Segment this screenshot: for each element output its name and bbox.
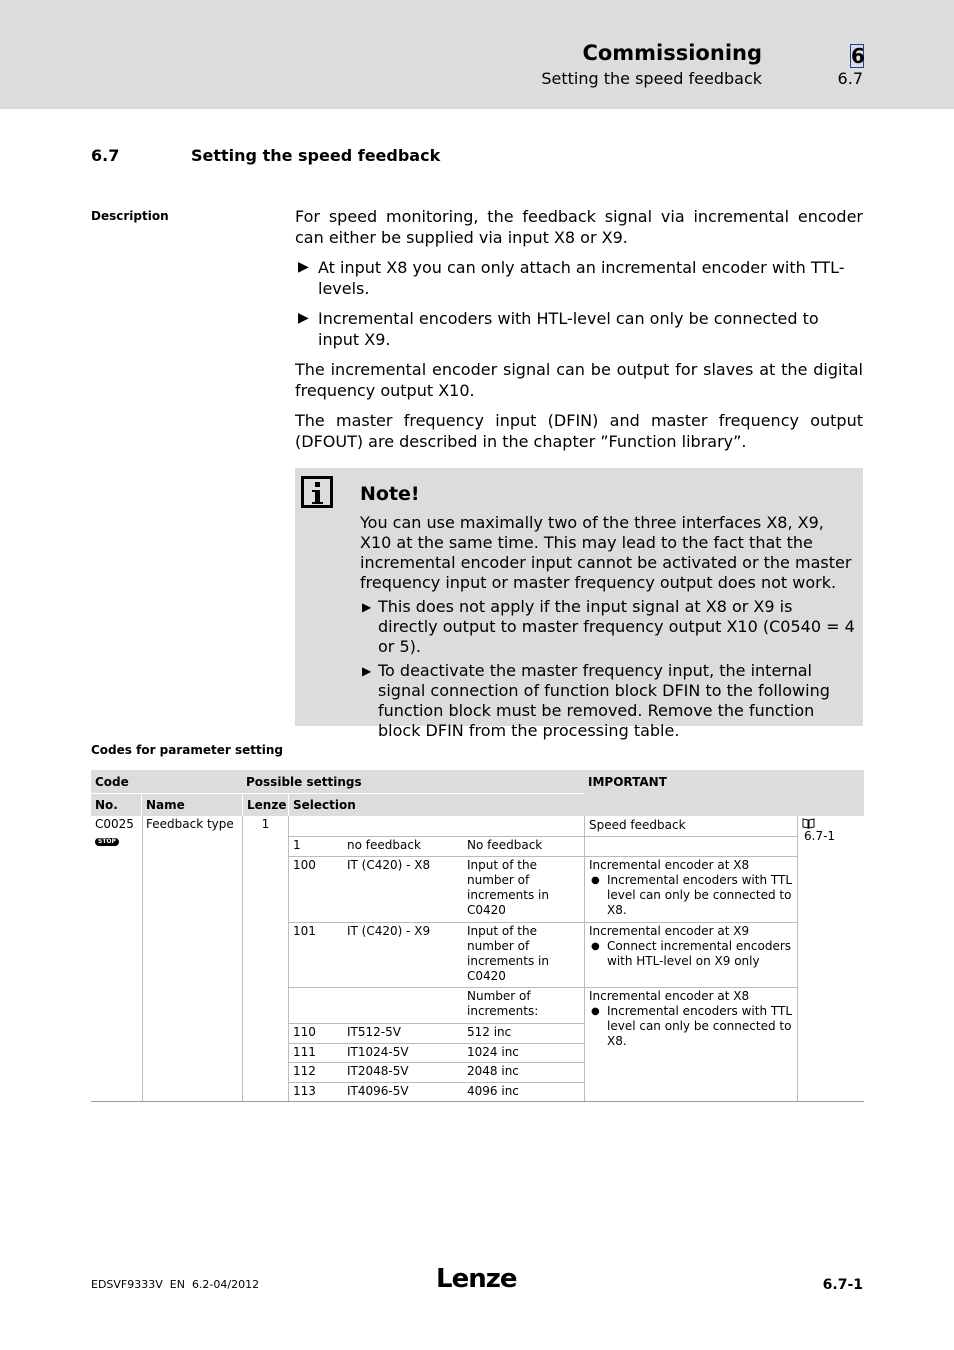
- code-number: C0025: [95, 817, 134, 831]
- note-body: [360, 513, 855, 741]
- note-bullet-2-text: To deactivate the master frequency input, the internal signal connection of function block DFIN to the following function block must be removed. Remove the function block DFIN from the processing table.: [378, 661, 830, 740]
- selection-row-4-desc: Number of increments:: [467, 989, 539, 1018]
- selection-row-7-desc: 2048 inc: [467, 1064, 519, 1078]
- selection-row-4-name: [343, 988, 463, 990]
- header-possible-settings: Possible settings: [242, 770, 585, 793]
- important-block-2-bullet-text: Connect incremental encoders with HTL-level on X9 only: [607, 939, 792, 968]
- selection-row-5-no: 110: [293, 1025, 316, 1039]
- chapter-number-box: 6: [851, 44, 865, 68]
- dot-bullet-icon: ●: [591, 941, 600, 952]
- important-block-1-title: Incremental encoder at X8: [589, 858, 750, 872]
- important-block-3-bullet-text: Incremental encoders with TTL level can only be connected to X8.: [607, 1004, 793, 1048]
- description-paragraph-2: The incremental encoder signal can be output for slaves at the digital frequency output X10.: [295, 360, 863, 400]
- description-bullet-2: [295, 308, 863, 350]
- important-block-1-bullet: [589, 873, 793, 918]
- triangle-bullet-icon: ▶: [362, 664, 372, 678]
- important-block-2: [585, 923, 797, 970]
- important-block-1-bullet-text: Incremental encoders with TTL level can only be connected to X8.: [607, 873, 793, 917]
- header-important: IMPORTANT: [584, 770, 864, 816]
- note-title: Note!: [360, 483, 420, 505]
- triangle-bullet-icon: ▶: [298, 310, 309, 326]
- header-selection: Selection: [289, 794, 584, 816]
- header-band: [0, 0, 954, 109]
- selection-row-6-no: 111: [293, 1045, 316, 1059]
- info-icon: [301, 476, 333, 508]
- important-block-3-title: Incremental encoder at X8: [589, 989, 750, 1003]
- header-name: Name: [142, 794, 242, 816]
- note-box: [295, 468, 863, 740]
- selection-row-1-desc: No feedback: [467, 838, 543, 852]
- selection-row-6-desc: 1024 inc: [467, 1045, 519, 1059]
- description-paragraph-1: For speed monitoring, the feedback signal via incremental encoder can either be supplied via input X8 or X9.: [295, 207, 863, 247]
- triangle-bullet-icon: ▶: [298, 259, 309, 275]
- selection-row-1-name: no feedback: [347, 838, 421, 852]
- header-section-number: 6.7: [837, 69, 863, 88]
- selection-row-3-no: 101: [293, 924, 316, 938]
- codes-label: Codes for parameter setting: [91, 743, 283, 757]
- book-icon: [802, 818, 815, 829]
- selection-row-8-no: 113: [293, 1084, 316, 1098]
- description-body: [295, 206, 863, 452]
- description-bullet-1: [295, 257, 863, 299]
- section-number: 6.7: [91, 146, 120, 165]
- page-number: 6.7-1: [822, 1277, 863, 1293]
- reference-number: 6.7-1: [804, 829, 836, 843]
- description-bullet-1-text: At input X8 you can only attach an incremental encoder with TTL-levels.: [318, 258, 845, 298]
- code-name: Feedback type: [146, 817, 234, 831]
- stop-badge-icon: STOP: [95, 838, 119, 846]
- important-block-2-bullet: [589, 939, 793, 969]
- selection-row-5-desc: 512 inc: [467, 1025, 512, 1039]
- triangle-bullet-icon: ▶: [362, 600, 372, 614]
- description-paragraph-3: The master frequency input (DFIN) and master frequency output (DFOUT) are described in the chapter ”Function library”.: [295, 411, 863, 451]
- note-bullet-1-text: This does not apply if the input signal at X8 or X9 is directly output to master frequency output X10 (C0540 = 4 or 5).: [378, 597, 855, 656]
- important-block-1: [585, 857, 797, 919]
- section-title: Setting the speed feedback: [191, 146, 441, 165]
- selection-row-5-name: IT512-5V: [347, 1025, 401, 1039]
- important-block-3-bullet: [589, 1004, 793, 1049]
- description-bullet-2-text: Incremental encoders with HTL-level can only be connected to input X9.: [318, 309, 819, 349]
- dot-bullet-icon: ●: [591, 1006, 600, 1017]
- selection-row-7-no: 112: [293, 1064, 316, 1078]
- reference-cell: [798, 817, 864, 845]
- selection-row-8-name: IT4096-5V: [347, 1084, 409, 1098]
- selection-row-2-no: 100: [293, 858, 316, 872]
- selection-row-4-no: [289, 988, 343, 990]
- document-id: EDSVF9333V EN 6.2-04/2012: [91, 1278, 260, 1291]
- note-bullet-1: [360, 597, 855, 657]
- code-number-cell: [91, 816, 142, 856]
- note-text: You can use maximally two of the three interfaces X8, X9, X10 at the same time. This may lead to the fact that the incremental encoder input cannot be activated or the master frequency input or master frequency output does not work.: [360, 513, 852, 592]
- selection-row-2-name: IT (C420) - X8: [347, 858, 431, 872]
- selection-row-2-desc: Input of the number of increments in C0420: [467, 858, 549, 917]
- important-block-2-title: Incremental encoder at X9: [589, 924, 750, 938]
- important-speed-feedback: Speed feedback: [589, 818, 686, 832]
- selection-row-3-desc: Input of the number of increments in C0420: [467, 924, 549, 983]
- selection-row-6-name: IT1024-5V: [347, 1045, 409, 1059]
- description-label: Description: [91, 209, 169, 223]
- important-block-3: [585, 988, 797, 1050]
- selection-row-8-desc: 4096 inc: [467, 1084, 519, 1098]
- lenze-default: 1: [261, 817, 270, 831]
- note-bullet-2: [360, 661, 855, 741]
- selection-row-7-name: IT2048-5V: [347, 1064, 409, 1078]
- header-code: Code: [91, 770, 243, 793]
- chapter-subtitle: Setting the speed feedback: [541, 69, 762, 88]
- header-no: No.: [91, 794, 141, 816]
- dot-bullet-icon: ●: [591, 875, 600, 886]
- selection-row-3-name: IT (C420) - X9: [347, 924, 431, 938]
- selection-row-1-no: 1: [293, 838, 301, 852]
- lenze-logo: Lenze: [436, 1264, 517, 1294]
- chapter-title: Commissioning: [582, 41, 762, 65]
- header-lenze: Lenze: [243, 794, 288, 816]
